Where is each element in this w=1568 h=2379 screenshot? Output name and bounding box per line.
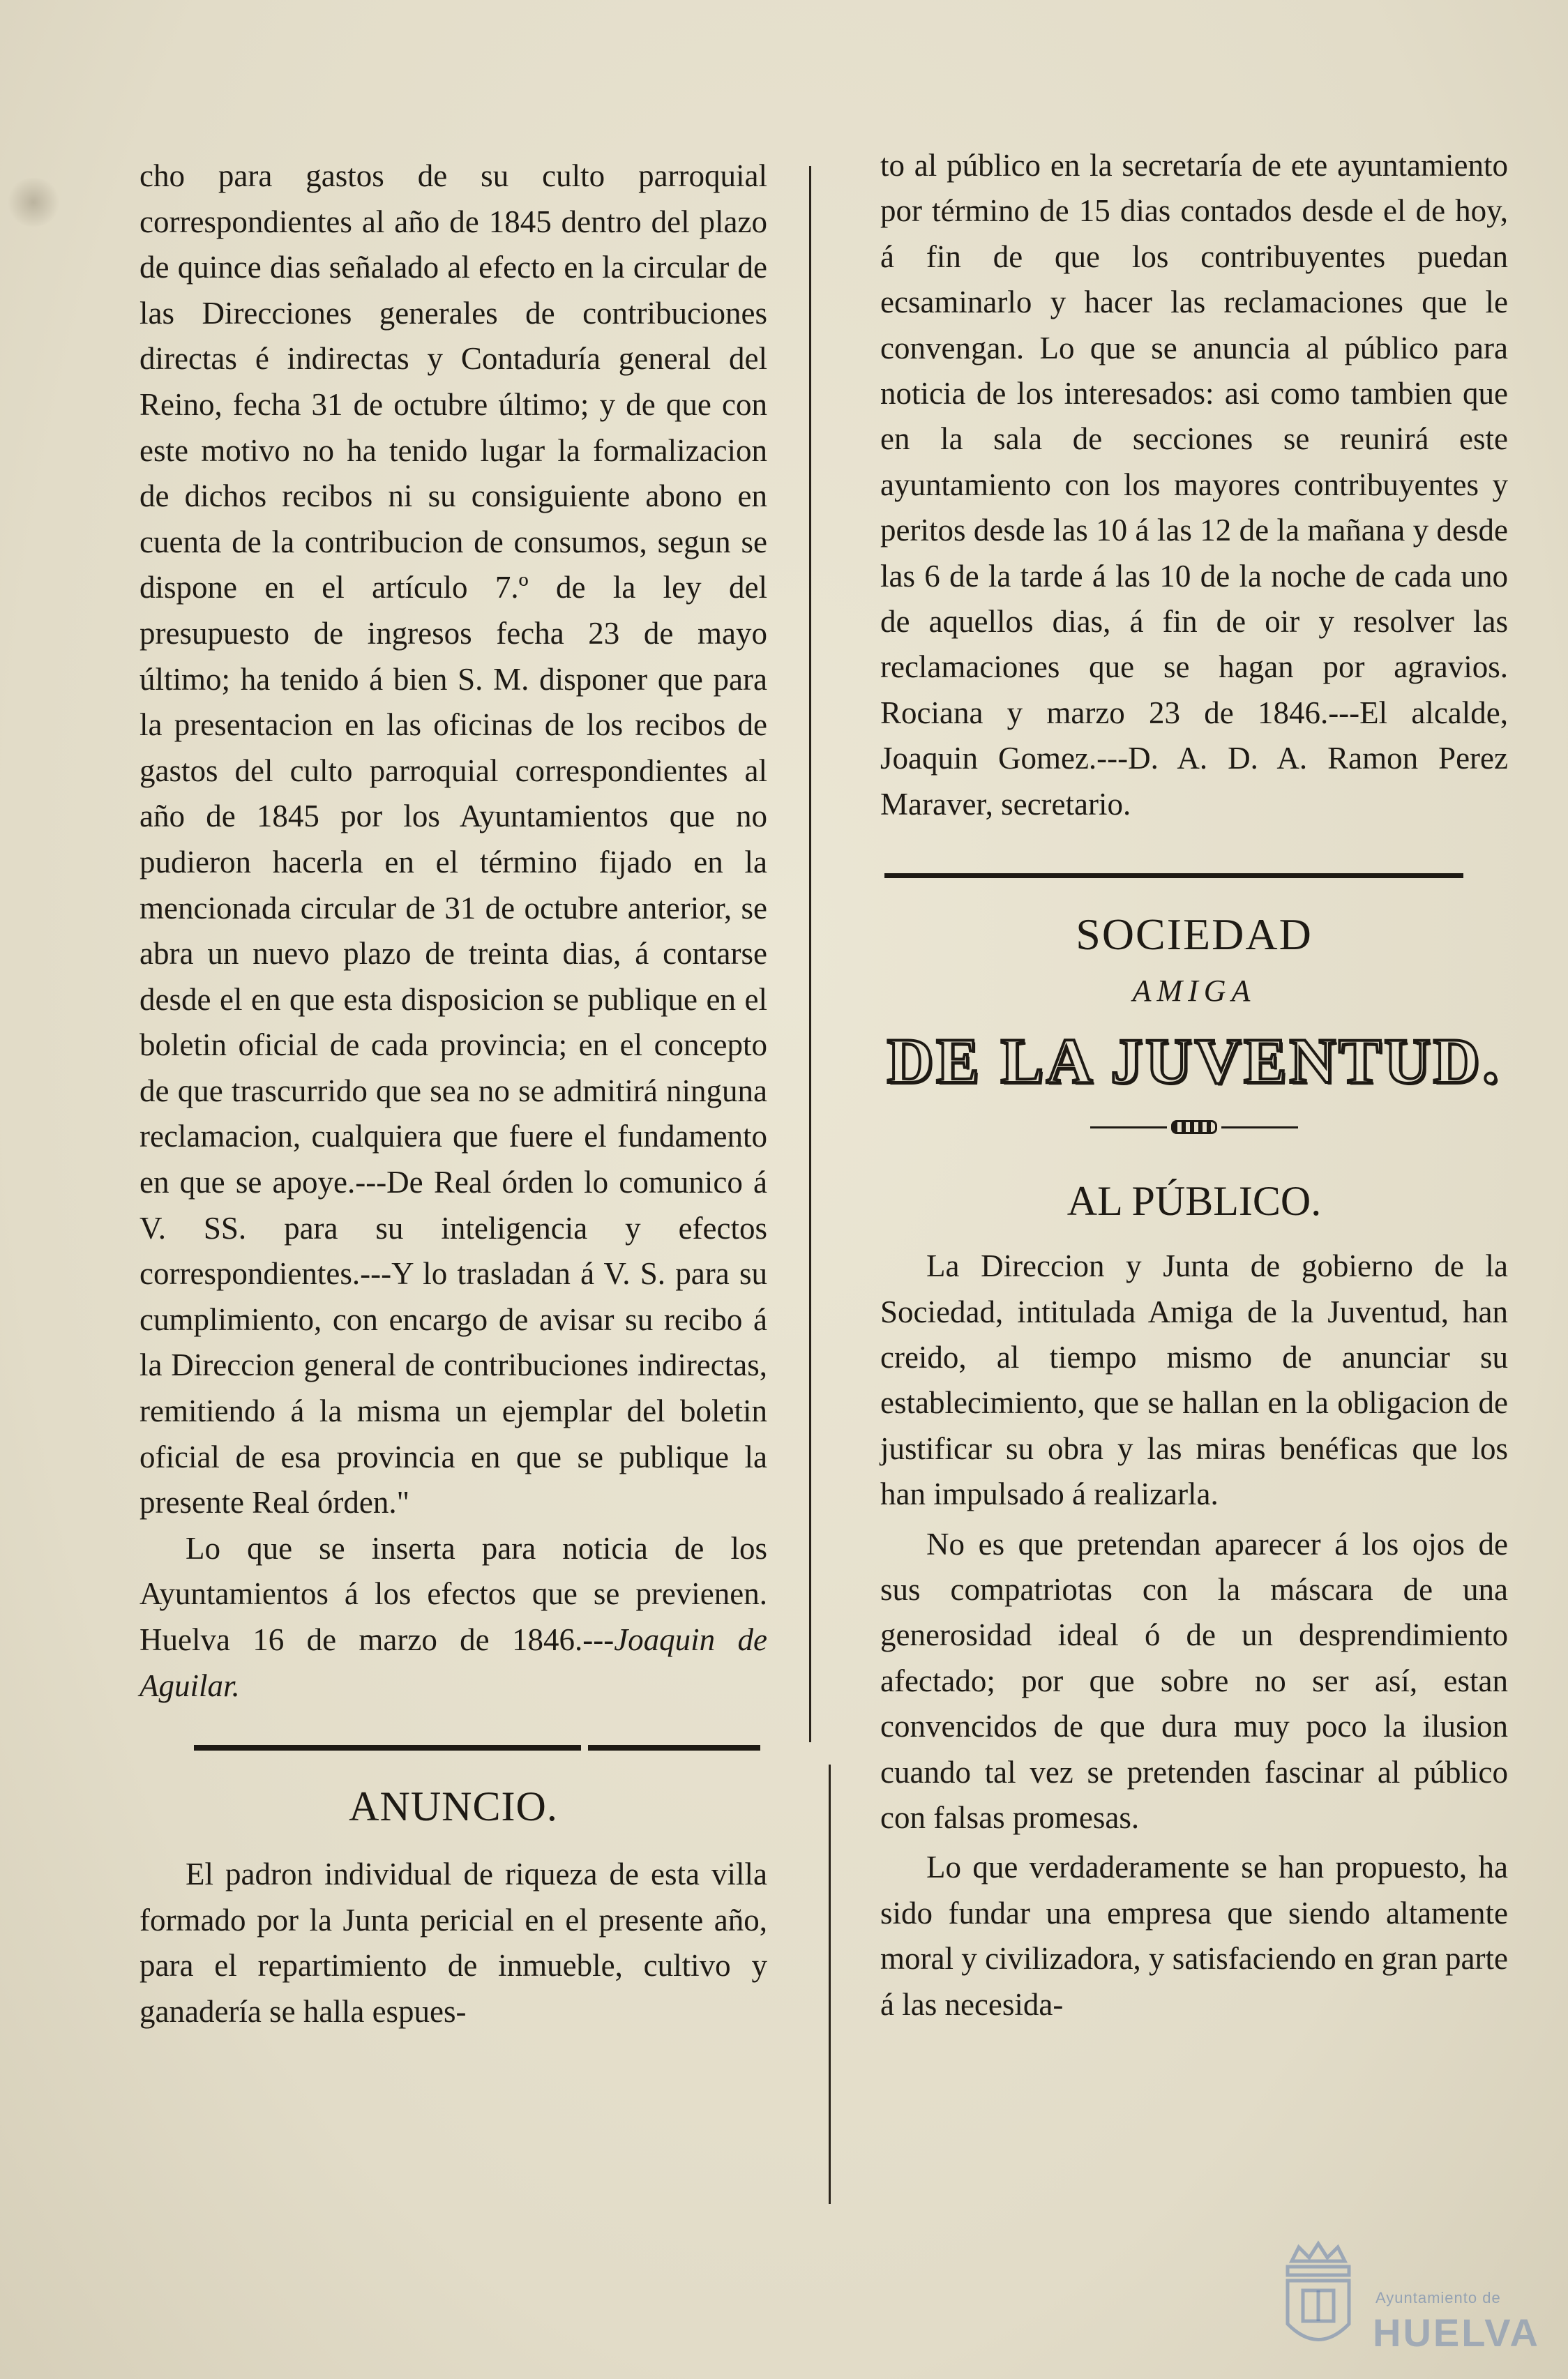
sociedad-paragraph-3: Lo que verdaderamente se han propuesto, ha sido fundar una empresa que siendo altamente moral y civilizadora, y satisfaciendo en gran parte á las necesida- — [880, 1850, 1508, 2022]
section-divider — [884, 873, 1463, 878]
ornament-divider — [880, 1119, 1508, 1135]
right-column — [880, 143, 1508, 2027]
amiga-heading: AMIGA — [1132, 974, 1256, 1009]
royal-order-text: cho para gastos de su culto parroquial correspondientes al año de 1845 dentro del plazo de quince dias señalado al efecto en la circular de las Direcciones generales de contribuciones directas é indirectas y Contaduría general del Reino, fecha 31 de octubre último; y de que con este motivo no ha tenido lugar la formalizacion de dichos recibos ni su consiguiente abono en cuenta de la contribucion de consumos, segun se dispone en el artículo 7.º de la ley del presupuesto de ingresos fecha 23 de mayo último; ha tenido á bien S. M. disponer que para la presentacion en las oficinas de los recibos de gastos del culto parroquial correspondientes al año de 1845 por los Ayuntamientos que no pudieron hacerla en el término fijado en la mencionada circular de 31 de octubre anterior, se abra un nuevo plazo de treinta dias, á contarse desde el en que esta disposicion se publique en el boletin oficial de cada provincia; en el concepto de que trascurrido que sea no se admitirá ninguna reclamacion, cualquiera que fuere el fundamento en que se apoye.---De Real órden lo comunico á V. SS. para su inteligencia y efectos correspondientes.---Y lo trasladan á V. S. para su cumplimiento, con encargo de avisar su recibo á la Direccion general de contribuciones indirectas, remitiendo á la misma un ejemplar del boletin oficial de esa provincia en que se publique la presente Real órden." — [140, 158, 767, 1520]
juventud-heading: DE LA JUVENTUD. — [887, 1025, 1502, 1097]
paper-stain — [6, 178, 61, 227]
sociedad-heading: SOCIEDAD — [1076, 909, 1313, 960]
notice-signature: Joaquin de Aguilar. — [140, 1622, 767, 1703]
watermark-title: HUELVA — [1373, 2311, 1540, 2355]
notice-text: Lo que se inserta para noticia de los Ayuntamientos á los efectos que se previenen. Huelva 16 de marzo de 1846.--- — [140, 1530, 767, 1657]
watermark-caption: Ayuntamiento de — [1375, 2289, 1501, 2306]
notice-paragraph — [140, 1526, 767, 1709]
left-column — [140, 153, 767, 2035]
section-divider-double — [194, 1745, 760, 1753]
publico-heading: AL PÚBLICO. — [1066, 1178, 1322, 1225]
sociedad-paragraph-2: No es que pretendan aparecer á los ojos de sus compatriotas con la máscara de una generosidad ideal ó de un desprendimiento afectado; por que sobre no ser así, estan convencidos de que dura muy poco la ilusion cuando tal vez se pretenden fascinar al público con falsas promesas. — [880, 1526, 1508, 1835]
anuncio-text: El padron individual de riqueza de esta villa formado por la Junta pericial en el presente año, para el repartimiento de inmueble, cultivo y ganadería se halla espues- — [140, 1857, 767, 2029]
anuncio-continuation: to al público en la secretaría de ete ayuntamiento por término de 15 dias contados desde el de hoy, á fin de que los contribuyentes puedan ecsaminarlo y hacer las reclamaciones que le convengan. Lo que se anuncia al público para noticia de los interesados: asi como tambien que en la sala de secciones se reunirá este ayuntamiento con los mayores contribuyentes y peritos desde las 10 á las 12 de la mañana y desde las 6 de la tarde á las 10 de la noche de cada uno de aquellos dias, á fin de oir y resolver las reclamaciones que se hagan por agravios. Rociana y marzo 23 de 1846.---El alcalde, Joaquin Gomez.---D. A. D. A. Ramon Perez Maraver, secretario. — [880, 148, 1508, 822]
sociedad-paragraph-1: La Direccion y Junta de gobierno de la Sociedad, intitulada Amiga de la Juventud, han creido, al tiempo mismo de anunciar su establecimiento, que se hallan en la obligacion de justificar su obra y las miras benéficas que los han impulsado á realizarla. — [880, 1248, 1508, 1512]
column-rule-top — [809, 166, 811, 1742]
column-rule-bottom — [829, 1765, 831, 2204]
city-seal-icon — [1278, 2240, 1359, 2359]
anuncio-heading: ANUNCIO. — [349, 1783, 558, 1830]
